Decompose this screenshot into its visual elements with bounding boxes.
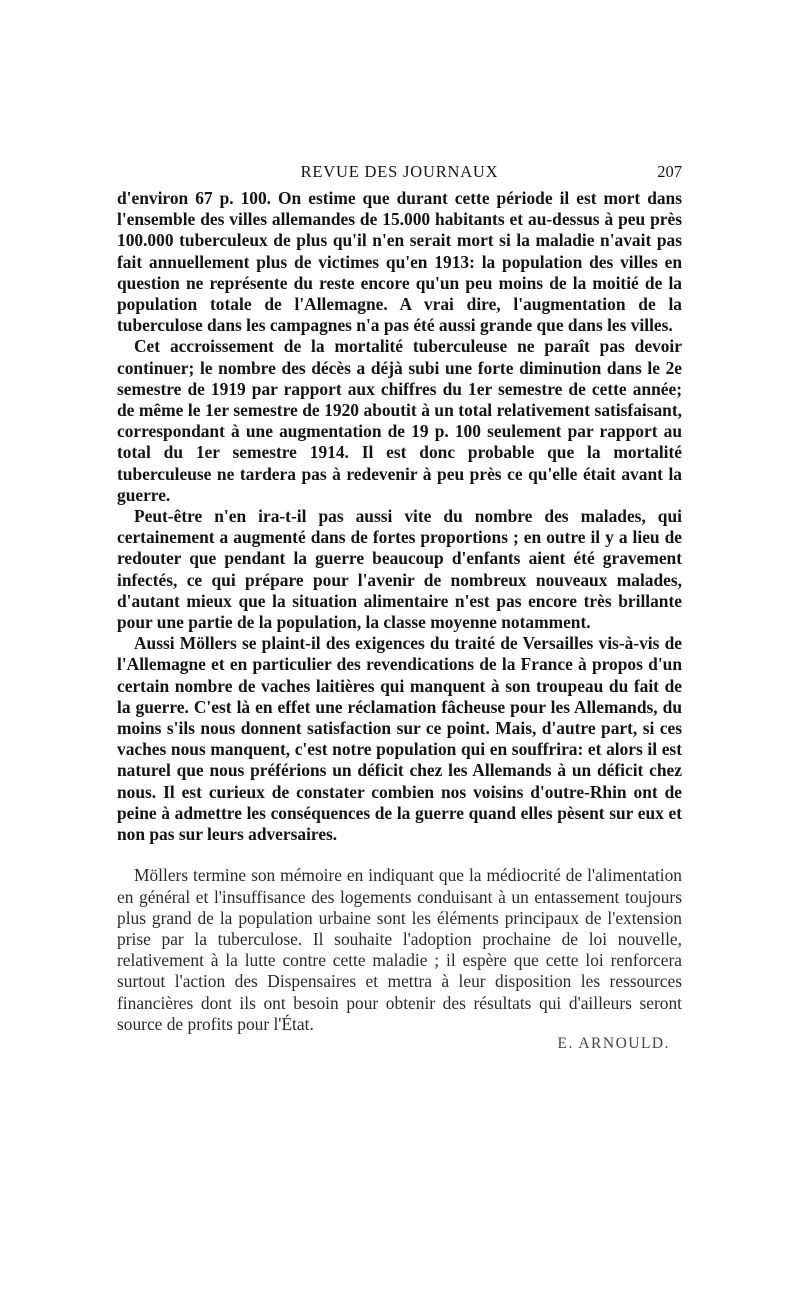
running-head (117, 162, 682, 182)
paragraph-1: d'environ 67 p. 100. On estime que durant cette période il est mort dans l'ensemble des villes allemandes de 15.000 habitants et au-dessus à peu près 100.000 tuberculeux de plus qu'il n'en serait mort si la maladie n'avait pas fait annuellement plus de victimes qu'en 1913: la population des villes en question ne représente du reste encore qu'un peu moins de la moitié de la population totale de l'Allemagne. A vrai dire, l'augmentation de la tuberculose dans les campagnes n'a pas été aussi grande que dans les villes. (117, 188, 682, 336)
paragraph-2: Cet accroissement de la mortalité tuberculeuse ne paraît pas devoir continuer; le nombre des décès a déjà subi une forte diminution dans le 2e semestre de 1919 par rapport aux chiffres du 1er semestre de cette année; de même le 1er semestre de 1920 aboutit à un total relativement satisfaisant, correspondant à une augmentation de 19 p. 100 seulement par rapport au total du 1er semestre 1914. Il est donc probable que la mortalité tuberculeuse ne tardera pas à redevenir à peu près ce qu'elle était avant la guerre. (117, 336, 682, 505)
paragraph-4: Aussi Möllers se plaint-il des exigences du traité de Versailles vis-à-vis de l'Allemagne et en particulier des revendications de la France à propos d'un certain nombre de vaches laitières qui manquent à son troupeau du fait de la guerre. C'est là en effet une réclamation fâcheuse pour les Allemands, du moins s'ils nous donnent satisfaction sur ce point. Mais, d'autre part, si ces vaches nous manquent, c'est notre population qui en souffrira: et alors il est naturel que nous préférions un déficit chez les Allemands à un déficit chez nous. Il est curieux de constater combien nos voisins d'outre-Rhin ont de peine à admettre les conséquences de la guerre quand elles pèsent sur eux et non pas sur leurs adversaires. (117, 633, 682, 845)
paragraph-3: Peut-être n'en ira-t-il pas aussi vite du nombre des malades, qui certainement a augmenté dans de fortes proportions ; en outre il y a lieu de redouter que pendant la guerre beaucoup d'enfants aient été gravement infectés, ce qui prépare pour l'avenir de nombreux nouveaux malades, d'autant mieux que la situation alimentaire n'est pas encore très brillante pour une partie de la population, la classe moyenne notamment. (117, 506, 682, 633)
running-title: REVUE DES JOURNAUX (300, 162, 499, 181)
section-gap (117, 845, 682, 865)
page-number: 207 (657, 162, 682, 181)
paragraph-5: Möllers termine son mémoire en indiquant que la médiocrité de l'alimentation en général et l'insuffisance des logements conduisant à un entassement toujours plus grand de la population urbaine sont les éléments principaux de l'extension prise par la tuberculose. Il souhaite l'adoption prochaine de loi nouvelle, relativement à la lutte contre cette maladie ; il espère que cette loi renforcera surtout l'action des Dispensaires et mettra à leur disposition les ressources financières dont ils ont besoin pour obtenir des résultats qui d'ailleurs seront source de profits pour l'État. (117, 865, 682, 1034)
author-signature: E. ARNOULD. (557, 1034, 670, 1052)
article-body (117, 188, 682, 1053)
